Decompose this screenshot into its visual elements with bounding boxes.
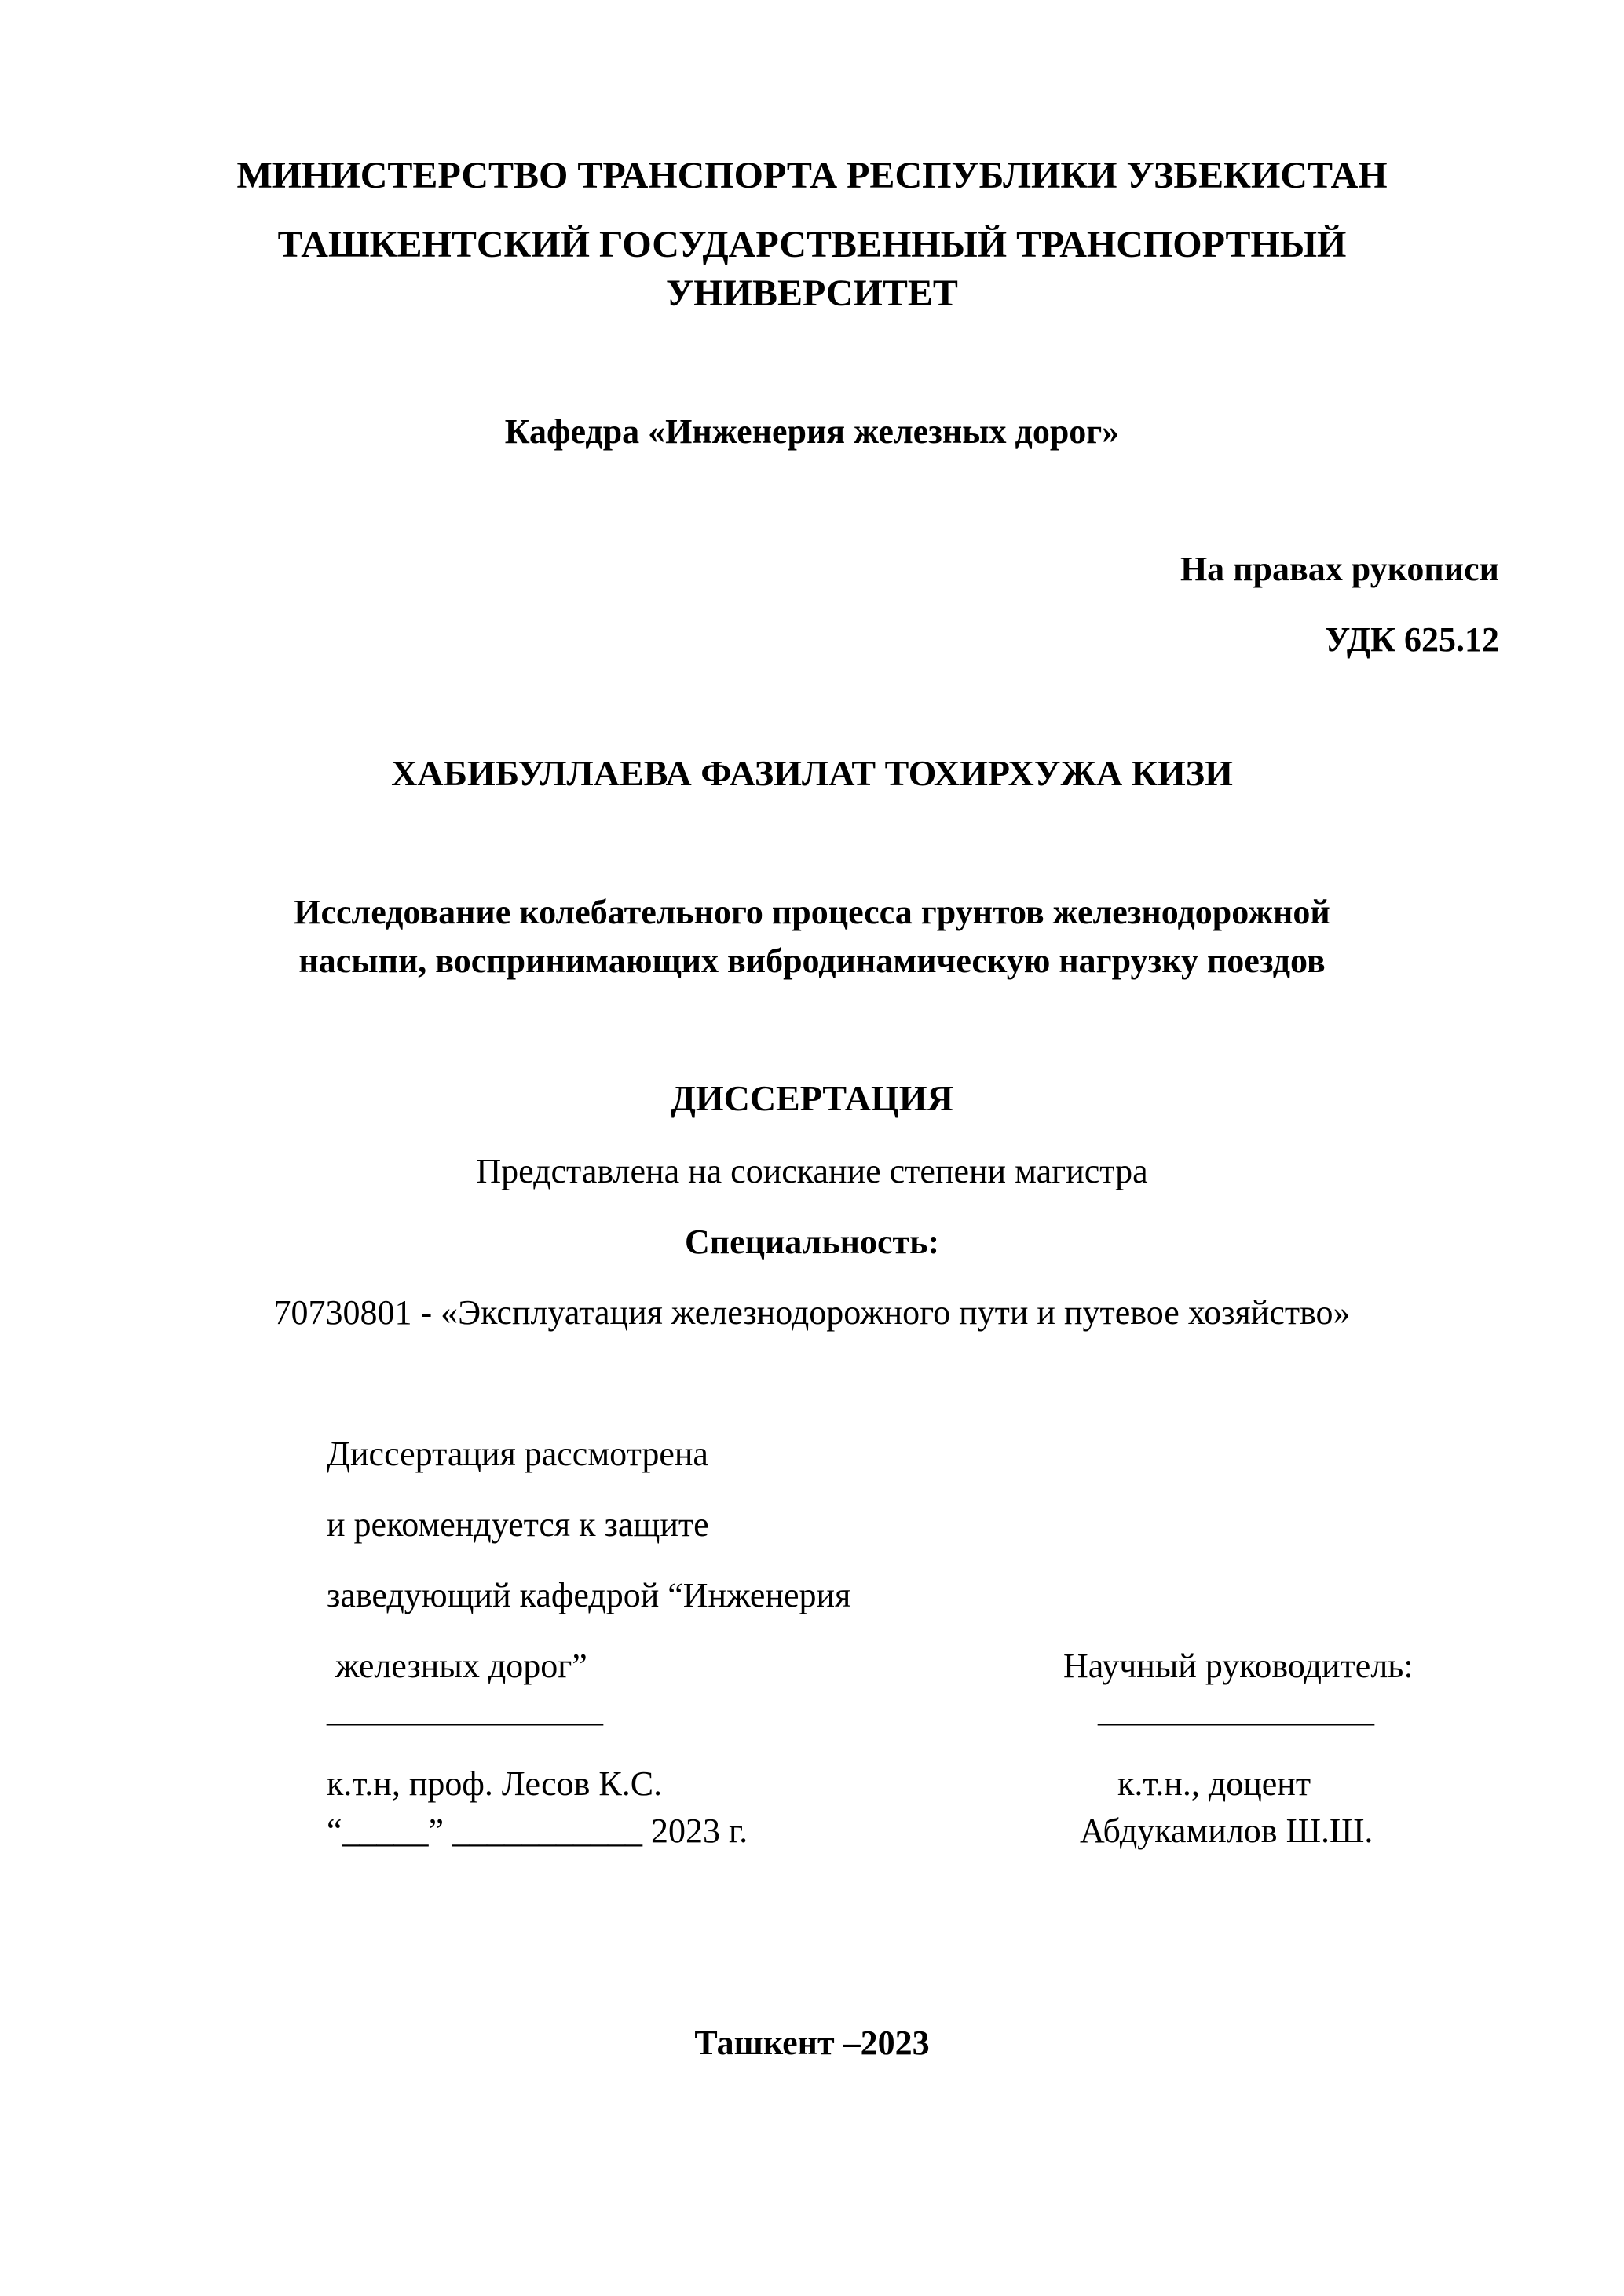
head-name: к.т.н, проф. Лесов К.С. [327,1764,663,1803]
approval-left-line1: Диссертация рассмотрена [327,1435,708,1473]
udk-code: УДК 625.12 [1324,620,1499,659]
manuscript-rights: На правах рукописи [1180,550,1499,588]
author-name: ХАБИБУЛЛАЕВА ФАЗИЛАТ ТОХИРХУЖА КИЗИ [391,753,1233,793]
supervisor-signature-line: ________________ [1098,1691,1374,1729]
supervisor-title: к.т.н., доцент [1117,1764,1311,1803]
specialty-label: Специальность: [684,1223,940,1261]
thesis-title-line1: Исследование колебательного процесса грунтов железнодорожной [294,893,1330,931]
specialty-value: 70730801 - «Эксплуатация железнодорожного пути и путевое хозяйство» [273,1293,1351,1332]
university-heading-line1: ТАШКЕНТСКИЙ ГОСУДАРСТВЕННЫЙ ТРАНСПОРТНЫЙ [277,224,1347,265]
degree-statement: Представлена на соискание степени магистра [476,1152,1148,1190]
document-type: ДИССЕРТАЦИЯ [671,1078,953,1118]
university-heading-line2: УНИВЕРСИТЕТ [666,272,958,314]
ministry-heading: МИНИСТЕРСТВО ТРАНСПОРТА РЕСПУБЛИКИ УЗБЕКИСТАН [236,155,1388,196]
supervisor-role: Научный руководитель: [1063,1647,1414,1685]
head-signature-line: ________________ [327,1691,603,1729]
approval-left-line3: заведующий кафедрой “Инженерия [327,1576,851,1614]
supervisor-name: Абдукамилов Ш.Ш. [1080,1812,1373,1850]
thesis-title-line2: насыпи, воспринимающих вибродинамическую нагрузку поездов [298,941,1326,980]
approval-left-line2: и рекомендуется к защите [327,1505,709,1544]
city-year: Ташкент –2023 [694,2024,930,2062]
approval-date: “_____” ___________ 2023 г. [327,1812,748,1850]
department-heading: Кафедра «Инженерия железных дорог» [504,412,1120,451]
approval-left-line4: железных дорог” [327,1647,587,1685]
